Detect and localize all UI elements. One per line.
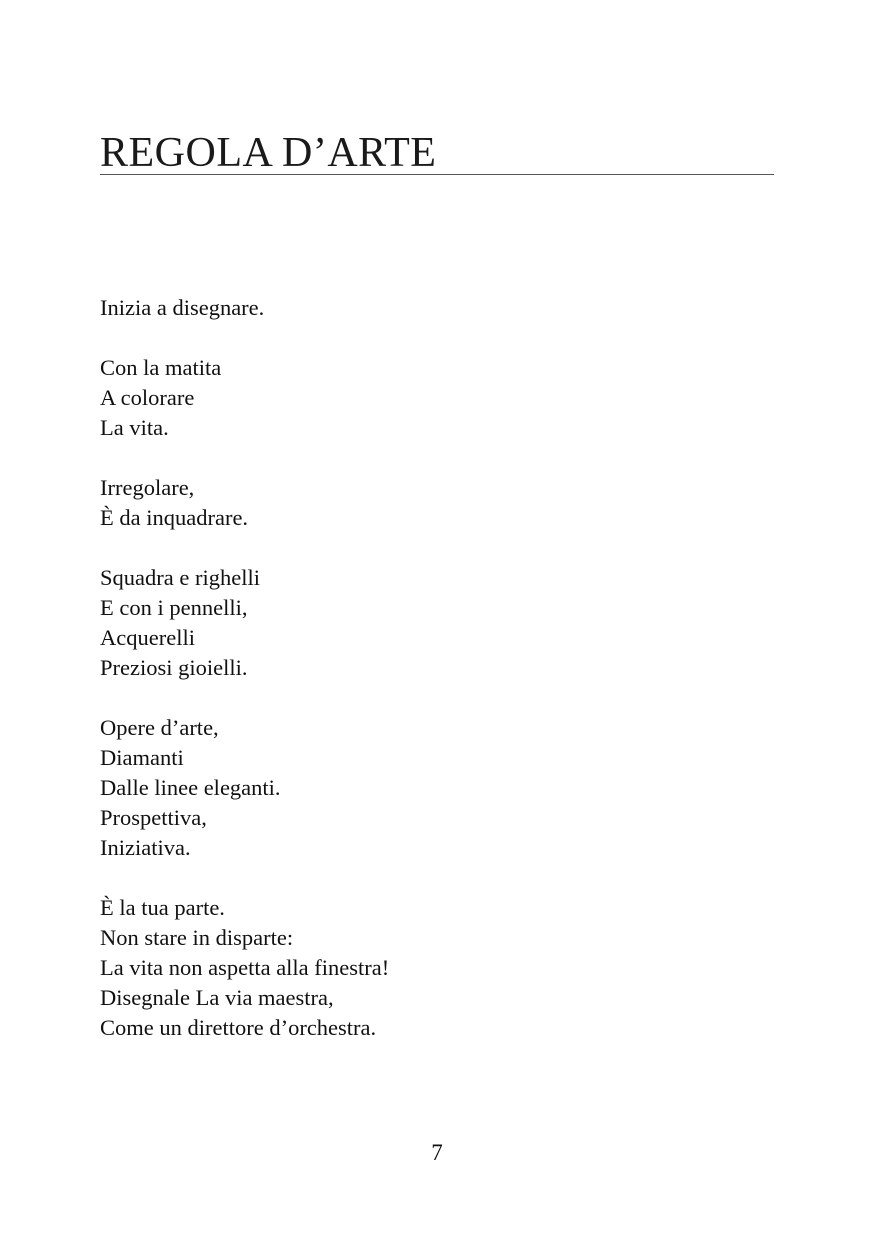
poem-line: Come un direttore d’orchestra. — [100, 1015, 377, 1040]
poem-line: Squadra e righelli — [100, 565, 260, 590]
poem-line: Irregolare, — [100, 475, 195, 500]
stanza — [100, 293, 774, 323]
poem-line: La vita. — [100, 415, 169, 440]
stanza — [100, 563, 774, 683]
page-number: 7 — [431, 1140, 443, 1165]
poem-line: È la tua parte. — [100, 895, 225, 920]
poem-line: Disegnale La via maestra, — [100, 985, 334, 1010]
poem-line: Diamanti — [100, 745, 184, 770]
stanza — [100, 473, 774, 533]
poem-line: Inizia a disegnare. — [100, 295, 265, 320]
poem-line: A colorare — [100, 385, 195, 410]
poem-line: Acquerelli — [100, 625, 195, 650]
poem-line: Prospettiva, — [100, 805, 207, 830]
poem-line: Dalle linee eleganti. — [100, 775, 281, 800]
stanza — [100, 353, 774, 443]
title-underline — [100, 174, 774, 175]
poem-line: La vita non aspetta alla finestra! — [100, 955, 390, 980]
poem-line: Non stare in disparte: — [100, 925, 294, 950]
poem-line: Opere d’arte, — [100, 715, 219, 740]
poem-line: E con i pennelli, — [100, 595, 248, 620]
poem-line: Iniziativa. — [100, 835, 191, 860]
poem-body — [100, 293, 774, 1073]
poem-line: Con la matita — [100, 355, 222, 380]
stanza — [100, 893, 774, 1043]
poem-line: È da inquadrare. — [100, 505, 249, 530]
poem-line: Preziosi gioielli. — [100, 655, 248, 680]
stanza — [100, 713, 774, 863]
poem-title: REGOLA D’ARTE — [100, 130, 437, 176]
